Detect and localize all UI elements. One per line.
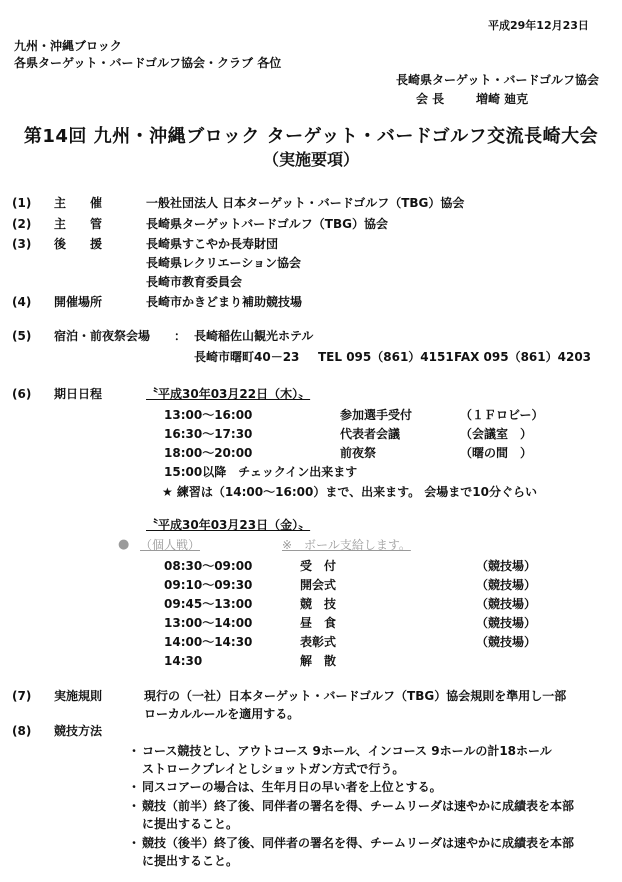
page-title: 第14回 九州・沖縄ブロック ターゲット・バードゴルフ交流長崎大会 — [23, 126, 599, 147]
day-2-row-2-place: （競技場） — [476, 578, 537, 592]
day-1-row-1-place: （１Ｆロビー） — [460, 408, 544, 422]
section-4-value: 長崎市かきどまり補助競技場 — [146, 295, 303, 309]
method-item-4-line-1: 競技（後半）終了後、同伴者の署名を得、チームリーダは速やかに成績表を本部 — [142, 836, 575, 850]
method-item-2-line-1: 同スコアーの場合は、生年月日の早い者を上位とする。 — [142, 780, 442, 794]
section-2-label: 主 管 — [54, 217, 103, 231]
day-2-row-1-event: 受 付 — [300, 559, 337, 573]
method-item-1-line-1: コース競技とし、アウトコース 9ホール、インコース 9ホールの計18ホール — [142, 744, 552, 758]
day-1-row-2-time: 16:30～17:30 — [164, 427, 253, 441]
section-7-line-2: ローカルルールを適用する。 — [144, 707, 300, 721]
section-3-value-1: 長崎県すこやか長寿財団 — [146, 237, 279, 251]
bullet-icon: ・ — [128, 744, 141, 758]
day-1-row-1-time: 13:00～16:00 — [164, 408, 253, 422]
day-1-heading: 〝平成30年03月22日（木）〟 — [146, 387, 311, 401]
section-6-label: 期日日程 — [54, 387, 103, 401]
section-8-label: 競技方法 — [54, 724, 103, 738]
ball-supply-note: ※ ボール支給します。 — [282, 538, 411, 552]
section-5-colon: ： — [174, 329, 187, 343]
day-2-row-5-time: 14:00～14:30 — [164, 635, 253, 649]
sender-organization: 長崎県ターゲット・バードゴルフ協会 — [396, 73, 600, 87]
section-5-label: 宿泊・前夜祭会場 — [54, 329, 151, 343]
section-2-number: (2) — [12, 217, 32, 231]
day-2-row-3-place: （競技場） — [476, 597, 537, 611]
day-1-row-2-place: （会議室 ） — [460, 427, 533, 441]
section-5-tel: TEL 095（861）4151 — [318, 350, 454, 364]
day-2-row-4-place: （競技場） — [476, 616, 537, 630]
section-5-hotel: 長崎稲佐山観光ホテル — [194, 329, 314, 343]
recipient-line-2: 各県ターゲット・バードゴルフ協会・クラブ 各位 — [14, 56, 282, 70]
day-2-row-4-time: 13:00～14:00 — [164, 616, 253, 630]
section-3-label: 後 援 — [54, 237, 103, 251]
day-2-row-2-event: 開会式 — [300, 578, 337, 592]
day-2-row-4-event: 昼 食 — [300, 616, 337, 630]
recipient-line-1: 九州・沖縄ブロック — [14, 39, 122, 53]
day-1-row-3-event: 前夜祭 — [340, 446, 377, 460]
day-2-row-2-time: 09:10～09:30 — [164, 578, 253, 592]
section-1-value: 一般社団法人 日本ターゲット・バードゴルフ（TBG）協会 — [146, 196, 465, 210]
day-2-heading: 〝平成30年03月23日（金）〟 — [146, 518, 311, 532]
category-individual: （個人戦） — [140, 538, 201, 552]
section-1-number: (1) — [12, 196, 32, 210]
day-1-checkin: 15:00以降 チェックイン出来ます — [164, 465, 358, 479]
section-3-number: (3) — [12, 237, 32, 251]
section-3-value-3: 長崎市教育委員会 — [146, 275, 243, 289]
section-6-number: (6) — [12, 387, 32, 401]
day-2-row-5-place: （競技場） — [476, 635, 537, 649]
day-2-row-6-time: 14:30 — [164, 654, 203, 668]
sender-role: 会 長 — [416, 92, 445, 106]
page-subtitle: （実施要項） — [262, 150, 359, 169]
day-2-row-6-event: 解 散 — [300, 654, 337, 668]
section-4-label: 開催場所 — [54, 295, 103, 309]
section-8-number: (8) — [12, 724, 32, 738]
section-4-number: (4) — [12, 295, 32, 309]
bullet-icon: ● — [118, 537, 130, 552]
day-2-row-3-event: 競 技 — [300, 597, 337, 611]
day-1-practice-note: ★ 練習は（14:00～16:00）まで、出来ます。 会場まで10分ぐらい — [162, 485, 538, 499]
section-5-address: 長崎市曙町40－23 — [194, 350, 300, 364]
bullet-icon: ・ — [128, 799, 141, 813]
method-item-3-line-2: に提出すること。 — [142, 817, 239, 831]
day-1-row-3-time: 18:00～20:00 — [164, 446, 253, 460]
bullet-icon: ・ — [128, 836, 141, 850]
day-2-row-1-time: 08:30～09:00 — [164, 559, 253, 573]
method-item-1-line-2: ストロークプレイとしショットガン方式で行う。 — [142, 762, 405, 776]
day-2-row-1-place: （競技場） — [476, 559, 537, 573]
bullet-icon: ・ — [128, 780, 141, 794]
section-7-line-1: 現行の（一社）日本ターゲット・バードゴルフ（TBG）協会規則を準用し一部 — [144, 689, 567, 703]
section-3-value-2: 長崎県レクリエーション協会 — [146, 256, 302, 270]
section-2-value: 長崎県ターゲットバードゴルフ（TBG）協会 — [146, 217, 388, 231]
section-7-number: (7) — [12, 689, 32, 703]
day-2-row-5-event: 表彰式 — [300, 635, 337, 649]
day-1-row-1-event: 参加選手受付 — [340, 408, 413, 422]
method-item-3-line-1: 競技（前半）終了後、同伴者の署名を得、チームリーダは速やかに成績表を本部 — [142, 799, 575, 813]
section-7-label: 実施規則 — [54, 689, 103, 703]
document-date: 平成29年12月23日 — [488, 19, 589, 32]
section-1-label: 主 催 — [54, 196, 103, 210]
section-5-fax: FAX 095（861）4203 — [454, 350, 592, 364]
sender-name: 増崎 廸克 — [476, 92, 529, 106]
method-item-4-line-2: に提出すること。 — [142, 854, 239, 868]
day-1-row-3-place: （曙の間 ） — [460, 446, 533, 460]
section-5-number: (5) — [12, 329, 32, 343]
day-2-row-3-time: 09:45～13:00 — [164, 597, 253, 611]
day-1-row-2-event: 代表者会議 — [340, 427, 401, 441]
